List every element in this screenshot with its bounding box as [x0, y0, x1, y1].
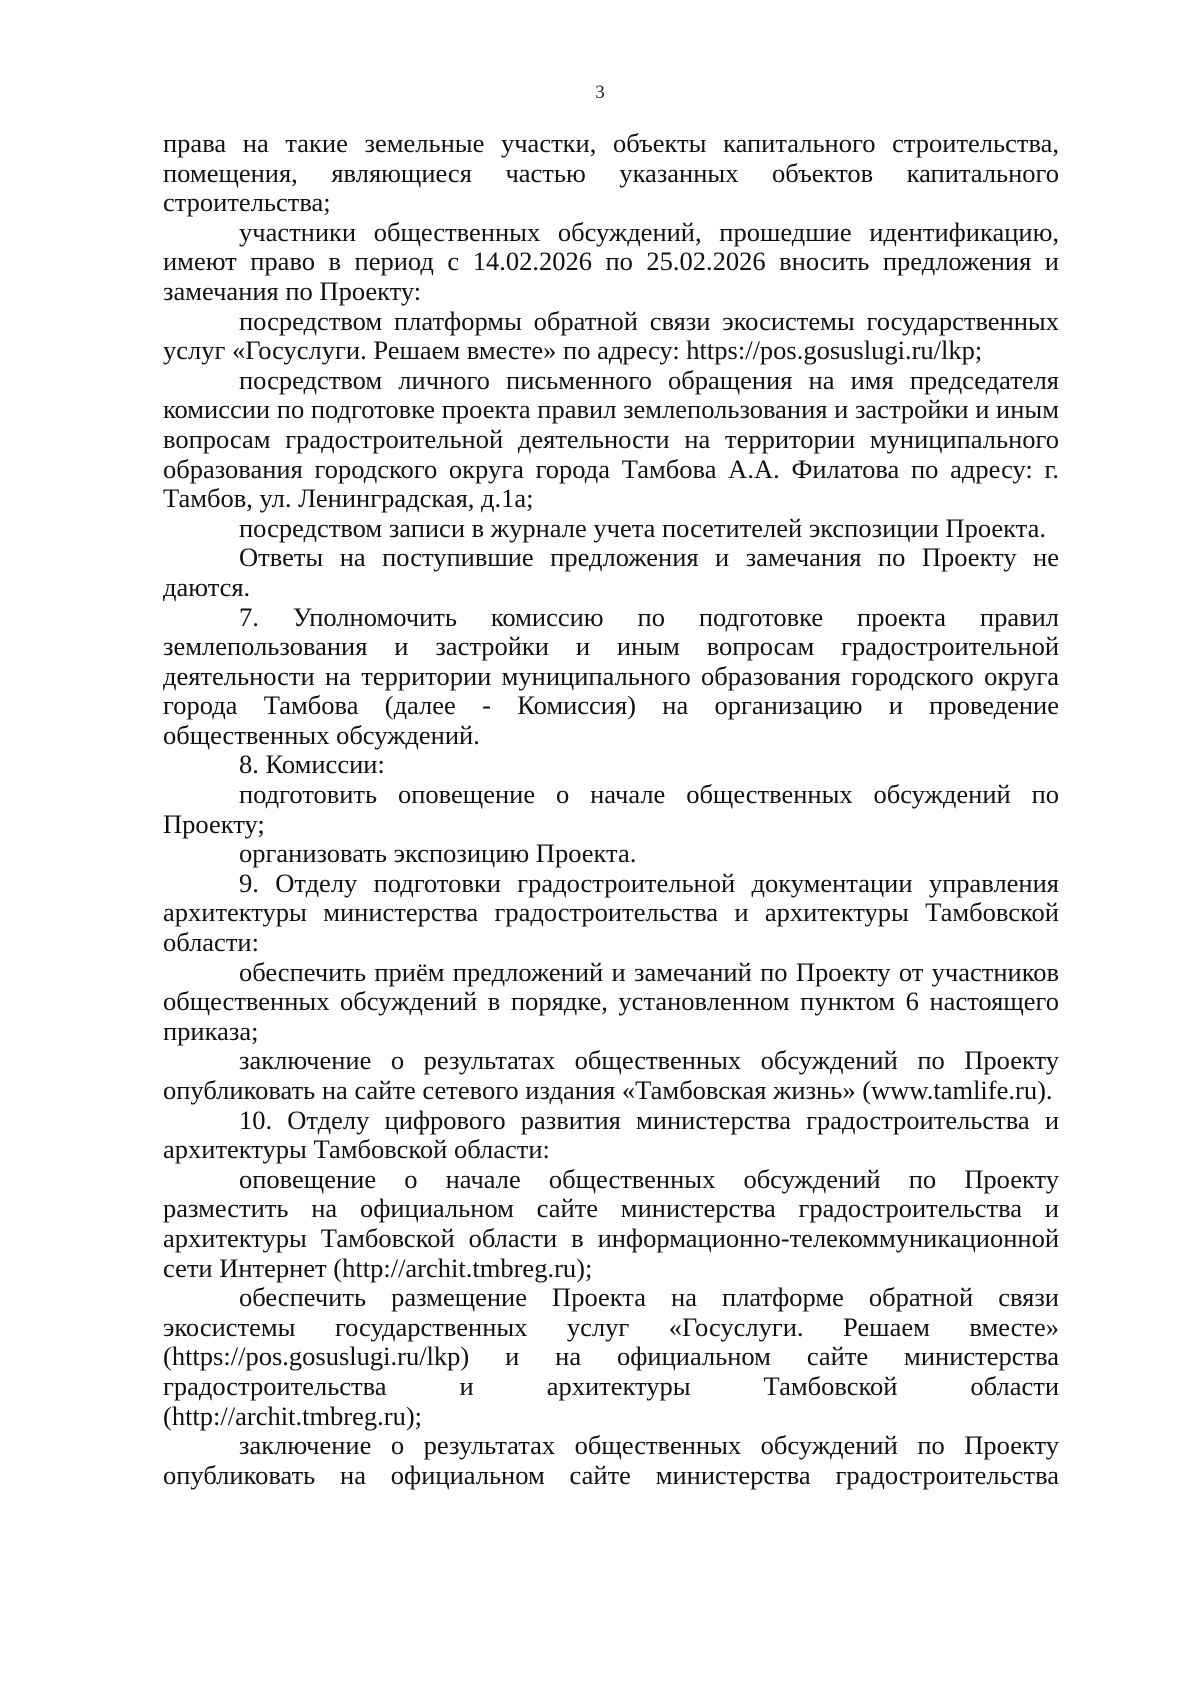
paragraph-no-answers: Ответы на поступившие предложения и замечания по Проекту не даются.	[163, 542, 1059, 602]
paragraph-place-project: обеспечить размещение Проекта на платформе обратной связи экосистемы государственных услуг «Госуслуги. Решаем вместе» (https://pos.gosuslugi.ru/lkp) и на официальном сайте министерства градостроительства и архитектуры Тамбовской области (http://archit.tmbreg.ru);	[163, 1282, 1059, 1431]
paragraph-organize-exposition: организовать экспозицию Проекта.	[239, 838, 637, 869]
paragraph-gosuslugi-platform: посредством платформы обратной связи экосистемы государственных услуг «Госуслуги. Решаем вместе» по адресу: https://pos.gosuslugi.ru/lkp;	[163, 305, 1059, 366]
paragraph-visitor-log: посредством записи в журнале учета посетителей экспозиции Проекта.	[239, 512, 1046, 543]
paragraph-publish-official-site: заключение о результатах общественных обсуждений по Проекту опубликовать на официальном сайте министерства градостроительства	[163, 1430, 1059, 1490]
paragraph-post-notice: оповещение о начале общественных обсуждений по Проекту разместить на официальном сайте министерства градостроительства и архитектуры Тамбовской области в информационно-телекоммуникационной сети Интернет (http://archit.tmbreg.ru);	[163, 1163, 1059, 1283]
paragraph-written-appeal: посредством личного письменного обращения на имя председателя комиссии по подготовке проекта правил землепользования и застройки и иным вопросам градостроительной деятельности на территории муниципального образования городского округа города Тамбова А.А. Филатова по адресу: г. Тамбов, ул. Ленинградская, д.1а;	[163, 364, 1059, 514]
paragraph-rights-continuation: права на такие земельные участки, объекты капитального строительства, помещения, являющиеся частью указанных объектов капитального строительства;	[163, 128, 1059, 218]
paragraph-item-8: 8. Комиссии:	[239, 749, 385, 780]
paragraph-participants-rights: участники общественных обсуждений, прошедшие идентификацию, имеют право в период с 14.02.2026 по 25.02.2026 вносить предложения и замечания по Проекту:	[163, 216, 1059, 306]
paragraph-item-9: 9. Отделу подготовки градостроительной документации управления архитектуры министерства градостроительства и архитектуры Тамбовской области:	[163, 867, 1059, 958]
paragraph-prepare-notice: подготовить оповещение о начале общественных обсуждений по Проекту;	[163, 779, 1059, 839]
paragraph-publish-tamlife: заключение о результатах общественных обсуждений по Проекту опубликовать на сайте сетевого издания «Тамбовская жизнь» (www.tamlife.ru).	[163, 1045, 1059, 1105]
paragraph-accept-proposals: обеспечить приём предложений и замечаний по Проекту от участников общественных обсуждений в порядке, установленном пунктом 6 настоящего приказа;	[163, 956, 1059, 1046]
paragraph-item-7: 7. Уполномочить комиссию по подготовке проекта правил землепользования и застройки и иным вопросам градостроительной деятельности на территории муниципального образования городского округа города Тамбова (далее - Комиссия) на организацию и проведение общественных обсуждений.	[163, 601, 1059, 750]
page-number: 3	[595, 82, 605, 103]
document-body	[163, 129, 1059, 1490]
paragraph-item-10: 10. Отделу цифрового развития министерства градостроительства и архитектуры Тамбовской области:	[163, 1104, 1059, 1165]
